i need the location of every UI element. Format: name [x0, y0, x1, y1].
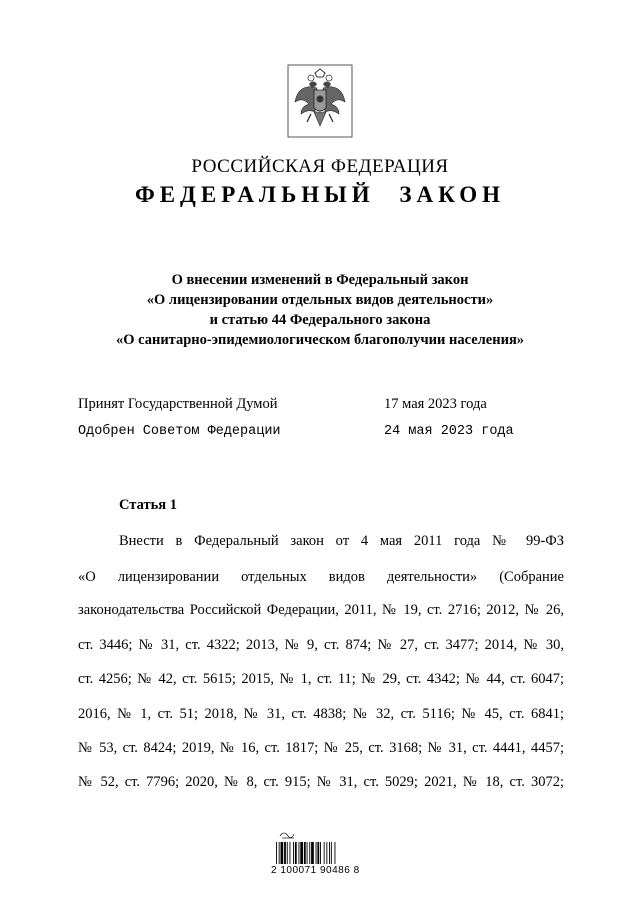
law-title-line: и статью 44 Федерального закона: [209, 312, 431, 328]
country-heading: РОССИЙСКАЯ ФЕДЕРАЦИЯ: [191, 156, 449, 177]
law-title-line: О внесении изменений в Федеральный закон: [171, 272, 469, 288]
council-approval-date: 24 мая 2023 года: [384, 424, 514, 439]
article-text-line: ст. 4256; № 42, ст. 5615; 2015, № 1, ст. 11; № 29, ст. 4342; № 44, ст. 6047;: [78, 671, 564, 687]
coat-of-arms-emblem: [287, 64, 353, 138]
council-approval-label: Одобрен Советом Федерации: [78, 424, 281, 439]
barcode-bar: [284, 842, 286, 864]
barcode-bar: [307, 842, 308, 864]
article-text-line: законодательства Российской Федерации, 2011, № 19, ст. 2716; 2012, № 26,: [78, 602, 564, 618]
article-text-line: Внести в Федеральный закон от 4 мая 2011 года № 99-ФЗ: [119, 533, 564, 549]
barcode-bar: [324, 842, 325, 864]
article-text-line: «О лицензировании отдельных видов деятельности» (Собрание: [78, 569, 564, 585]
article-text-line: 2016, № 1, ст. 51; 2018, № 31, ст. 4838; № 32, ст. 5116; № 45, ст. 6841;: [78, 706, 564, 722]
article-text-line: № 53, ст. 8424; 2019, № 16, ст. 1817; № 25, ст. 3168; № 31, ст. 4441, 4457;: [78, 740, 564, 756]
barcode-bar: [304, 842, 306, 864]
signature-mark-icon: [280, 833, 294, 838]
barcode-bar: [300, 842, 303, 864]
barcode-number: 2 100071 90486 8: [271, 865, 360, 876]
document-type-heading: ФЕДЕРАЛЬНЫЙ ЗАКОН: [134, 182, 506, 207]
barcode-bar: [299, 842, 300, 864]
law-title-line: «О санитарно-эпидемиологическом благополучии населения»: [115, 332, 525, 348]
barcode-bar: [276, 842, 277, 864]
law-title: [0, 270, 640, 350]
barcode-bar: [293, 842, 294, 864]
duma-adoption-date: 17 мая 2023 года: [384, 396, 487, 412]
barcode-bar: [311, 842, 314, 864]
law-title-line: «О лицензировании отдельных видов деятельности»: [146, 292, 494, 308]
duma-adoption-label: Принят Государственной Думой: [78, 396, 278, 412]
article-text-line: ст. 3446; № 31, ст. 4322; 2013, № 9, ст. 874; № 27, ст. 3477; 2014, № 30,: [78, 637, 564, 653]
article-heading: Статья 1: [119, 497, 177, 513]
barcode-bar: [317, 842, 319, 864]
barcode-bar: [335, 842, 336, 864]
barcode-bar: [281, 842, 284, 864]
barcode-bar: [326, 842, 327, 864]
article-text-line: № 52, ст. 7796; 2020, № 8, ст. 915; № 31, ст. 5029; 2021, № 18, ст. 3072;: [78, 774, 564, 790]
barcode-bar: [295, 842, 297, 864]
barcode-bar: [309, 842, 310, 864]
barcode-bar: [290, 842, 291, 864]
barcode-bar: [316, 842, 317, 864]
barcode-bar: [320, 842, 321, 864]
barcode-bar: [331, 842, 332, 864]
barcode-bar: [329, 842, 330, 864]
barcode-bar: [279, 842, 280, 864]
barcode-bar: [287, 842, 288, 864]
